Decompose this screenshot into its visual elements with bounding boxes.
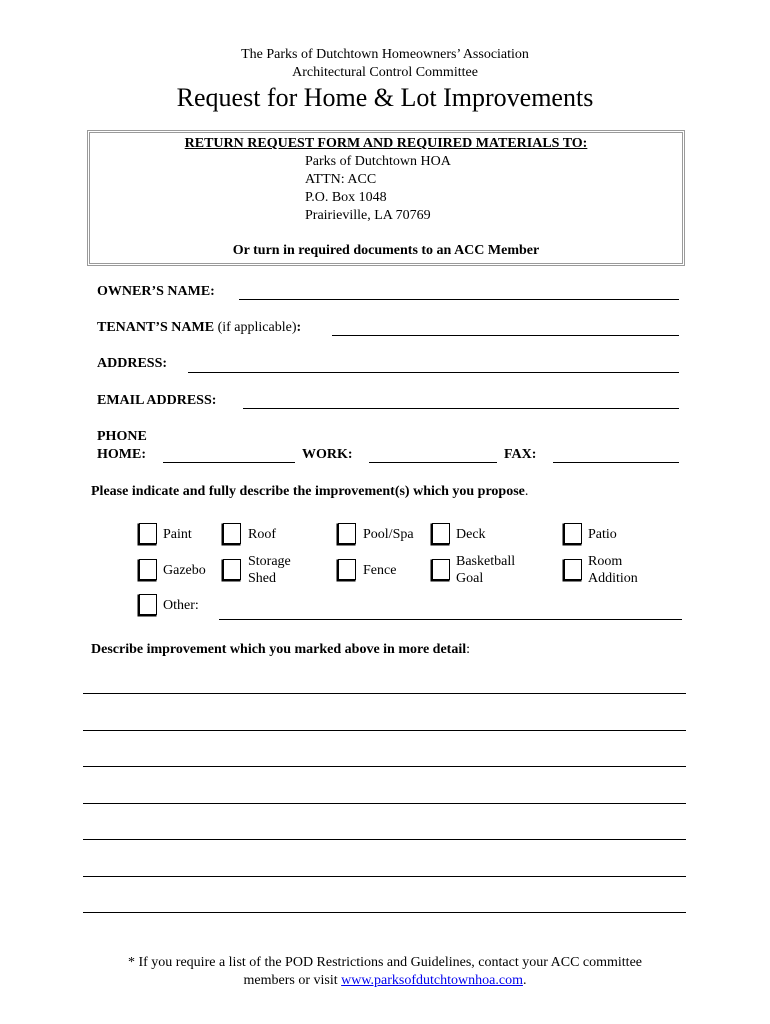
- basketball-goal-label: [456, 553, 515, 587]
- return-address-line: Parks of Dutchtown HOA: [305, 154, 451, 169]
- room-addition-label-2: Addition: [588, 571, 638, 586]
- room-addition-label-1: Room: [588, 554, 623, 569]
- tenant-name-text: TENANT’S NAME: [97, 320, 215, 335]
- gazebo-checkbox[interactable]: [139, 559, 157, 580]
- details-line[interactable]: [83, 912, 686, 913]
- tenant-colon: :: [296, 320, 302, 335]
- pool-spa-checkbox[interactable]: [338, 523, 356, 544]
- other-field[interactable]: [219, 619, 682, 620]
- storage-shed-label-1: Storage: [248, 554, 291, 569]
- paint-checkbox[interactable]: [139, 523, 157, 544]
- return-heading: RETURN REQUEST FORM AND REQUIRED MATERIALS TO:: [184, 136, 588, 151]
- gazebo-label: Gazebo: [163, 563, 206, 578]
- association-name: The Parks of Dutchtown Homeowners’ Association: [241, 47, 529, 62]
- email-label: EMAIL ADDRESS:: [97, 393, 217, 408]
- improvements-prompt-period: .: [524, 484, 529, 499]
- details-label-colon: :: [466, 642, 471, 657]
- details-label-text: Describe improvement which you marked above in more detail: [91, 642, 467, 657]
- owner-name-label: OWNER’S NAME:: [97, 284, 215, 299]
- basketball-goal-label-2: Goal: [456, 571, 484, 586]
- footer-note: * If you require a list of the POD Restrictions and Guidelines, contact your ACC committee: [127, 955, 642, 970]
- basketball-goal-label-1: Basketball: [456, 554, 516, 569]
- home-phone-label: HOME:: [97, 447, 146, 462]
- room-addition-label: [588, 553, 638, 587]
- details-line[interactable]: [83, 839, 686, 840]
- tenant-name-field[interactable]: [332, 335, 679, 336]
- website-link[interactable]: www.parksofdutchtownhoa.com: [341, 973, 523, 988]
- paint-label: Paint: [163, 527, 192, 542]
- roof-label: Roof: [248, 527, 276, 542]
- footer-prefix: members or visit: [243, 973, 342, 988]
- other-label: Other:: [163, 598, 199, 613]
- turn-in-note: Or turn in required documents to an ACC Member: [232, 243, 540, 258]
- footer-note-line2: [0, 973, 770, 989]
- patio-label: Patio: [588, 527, 617, 542]
- improvements-prompt-text: Please indicate and fully describe the improvement(s) which you propose: [91, 484, 525, 499]
- basketball-goal-checkbox[interactable]: [432, 559, 450, 580]
- storage-shed-label-2: Shed: [248, 571, 276, 586]
- return-address-line: Prairieville, LA 70769: [305, 208, 431, 223]
- footer-suffix: .: [522, 973, 527, 988]
- details-line[interactable]: [83, 766, 686, 767]
- pool-spa-label: Pool/Spa: [363, 527, 414, 542]
- phone-label: PHONE: [97, 429, 147, 444]
- patio-checkbox[interactable]: [564, 523, 582, 544]
- storage-shed-label: [248, 553, 291, 587]
- fax-field[interactable]: [553, 462, 679, 463]
- fence-label: Fence: [363, 563, 397, 578]
- details-line[interactable]: [83, 876, 686, 877]
- tenant-name-label: [97, 320, 301, 336]
- details-line[interactable]: [83, 730, 686, 731]
- return-address-line: ATTN: ACC: [305, 172, 377, 187]
- tenant-note: (if applicable): [217, 320, 297, 335]
- room-addition-checkbox[interactable]: [564, 559, 582, 580]
- improvements-prompt: [91, 484, 528, 500]
- work-phone-field[interactable]: [369, 462, 497, 463]
- details-line[interactable]: [83, 803, 686, 804]
- other-checkbox[interactable]: [139, 594, 157, 615]
- owner-name-field[interactable]: [239, 299, 679, 300]
- committee-name: Architectural Control Committee: [292, 65, 478, 80]
- address-field[interactable]: [188, 372, 679, 373]
- details-label: [91, 642, 470, 658]
- home-phone-field[interactable]: [163, 462, 295, 463]
- roof-checkbox[interactable]: [223, 523, 241, 544]
- work-phone-label: WORK:: [302, 447, 353, 462]
- deck-checkbox[interactable]: [432, 523, 450, 544]
- details-line[interactable]: [83, 693, 686, 694]
- address-label: ADDRESS:: [97, 356, 168, 371]
- deck-label: Deck: [456, 527, 486, 542]
- storage-shed-checkbox[interactable]: [223, 559, 241, 580]
- fence-checkbox[interactable]: [338, 559, 356, 580]
- email-field[interactable]: [243, 408, 679, 409]
- return-address-line: P.O. Box 1048: [305, 190, 387, 205]
- fax-label: FAX:: [504, 447, 537, 462]
- page-title: Request for Home & Lot Improvements: [176, 83, 594, 112]
